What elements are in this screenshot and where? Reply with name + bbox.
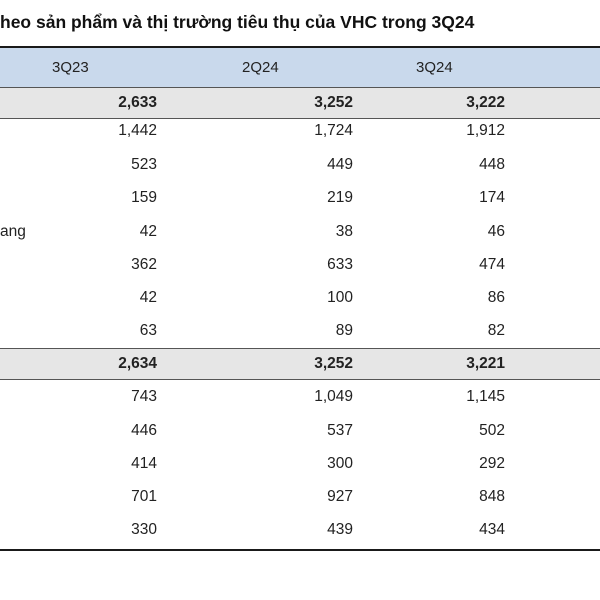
cell-3q23: 1,442 <box>118 122 157 139</box>
table-row <box>0 316 600 346</box>
table-title: heo sản phẩm và thị trường tiêu thụ của VHC trong 3Q24 <box>0 12 475 32</box>
cell-2q24: 1,049 <box>314 388 353 405</box>
cell-3q23: 743 <box>131 388 157 405</box>
cell-2q24: 100 <box>327 289 353 306</box>
cell-3q24: 292 <box>479 455 505 472</box>
cell-3q23: 42 <box>139 289 157 306</box>
cell-2q24: 300 <box>327 455 353 472</box>
cell-2q24: 3,252 <box>314 94 353 111</box>
cell-3q23: 2,633 <box>118 94 157 111</box>
table-row <box>0 88 600 118</box>
cell-3q24: 3,222 <box>466 94 505 111</box>
header-3q24: 3Q24 <box>416 59 453 76</box>
table-row <box>0 515 600 545</box>
cell-2q24: 439 <box>327 521 353 538</box>
cell-3q23: 42 <box>139 223 157 240</box>
table-row <box>0 482 600 512</box>
cell-2q24: 1,724 <box>314 122 353 139</box>
cell-3q23: 523 <box>131 156 157 173</box>
table-row <box>0 150 600 180</box>
cell-2q24: 633 <box>327 256 353 273</box>
row-label: ang <box>0 223 26 240</box>
table-row <box>0 349 600 379</box>
cell-3q24: 434 <box>479 521 505 538</box>
cell-2q24: 38 <box>335 223 353 240</box>
cell-2q24: 89 <box>335 322 353 339</box>
cell-3q24: 848 <box>479 488 505 505</box>
band-rule <box>0 379 600 380</box>
table-row <box>0 449 600 479</box>
cell-2q24: 449 <box>327 156 353 173</box>
cell-3q24: 502 <box>479 422 505 439</box>
header-2q24: 2Q24 <box>242 59 279 76</box>
table-row <box>0 416 600 446</box>
cell-3q24: 1,912 <box>466 122 505 139</box>
cell-3q24: 86 <box>487 289 505 306</box>
table-row <box>0 250 600 280</box>
header-3q23: 3Q23 <box>52 59 89 76</box>
cell-3q23: 446 <box>131 422 157 439</box>
cell-2q24: 927 <box>327 488 353 505</box>
table-row <box>0 283 600 313</box>
cell-3q24: 82 <box>487 322 505 339</box>
cell-2q24: 219 <box>327 189 353 206</box>
table-row <box>0 183 600 213</box>
cell-3q23: 159 <box>131 189 157 206</box>
cell-3q23: 414 <box>131 455 157 472</box>
table-header <box>0 48 600 87</box>
cell-2q24: 537 <box>327 422 353 439</box>
cell-3q23: 2,634 <box>118 355 157 372</box>
cell-3q24: 474 <box>479 256 505 273</box>
cell-3q24: 448 <box>479 156 505 173</box>
cell-3q24: 3,221 <box>466 355 505 372</box>
table-row <box>0 217 600 247</box>
cell-3q23: 330 <box>131 521 157 538</box>
table-row <box>0 382 600 412</box>
cell-3q24: 1,145 <box>466 388 505 405</box>
cell-3q23: 362 <box>131 256 157 273</box>
table-row <box>0 116 600 146</box>
cell-3q23: 63 <box>139 322 157 339</box>
cell-2q24: 3,252 <box>314 355 353 372</box>
cell-3q23: 701 <box>131 488 157 505</box>
cell-3q24: 174 <box>479 189 505 206</box>
cell-3q24: 46 <box>487 223 505 240</box>
bottom-rule <box>0 549 600 551</box>
